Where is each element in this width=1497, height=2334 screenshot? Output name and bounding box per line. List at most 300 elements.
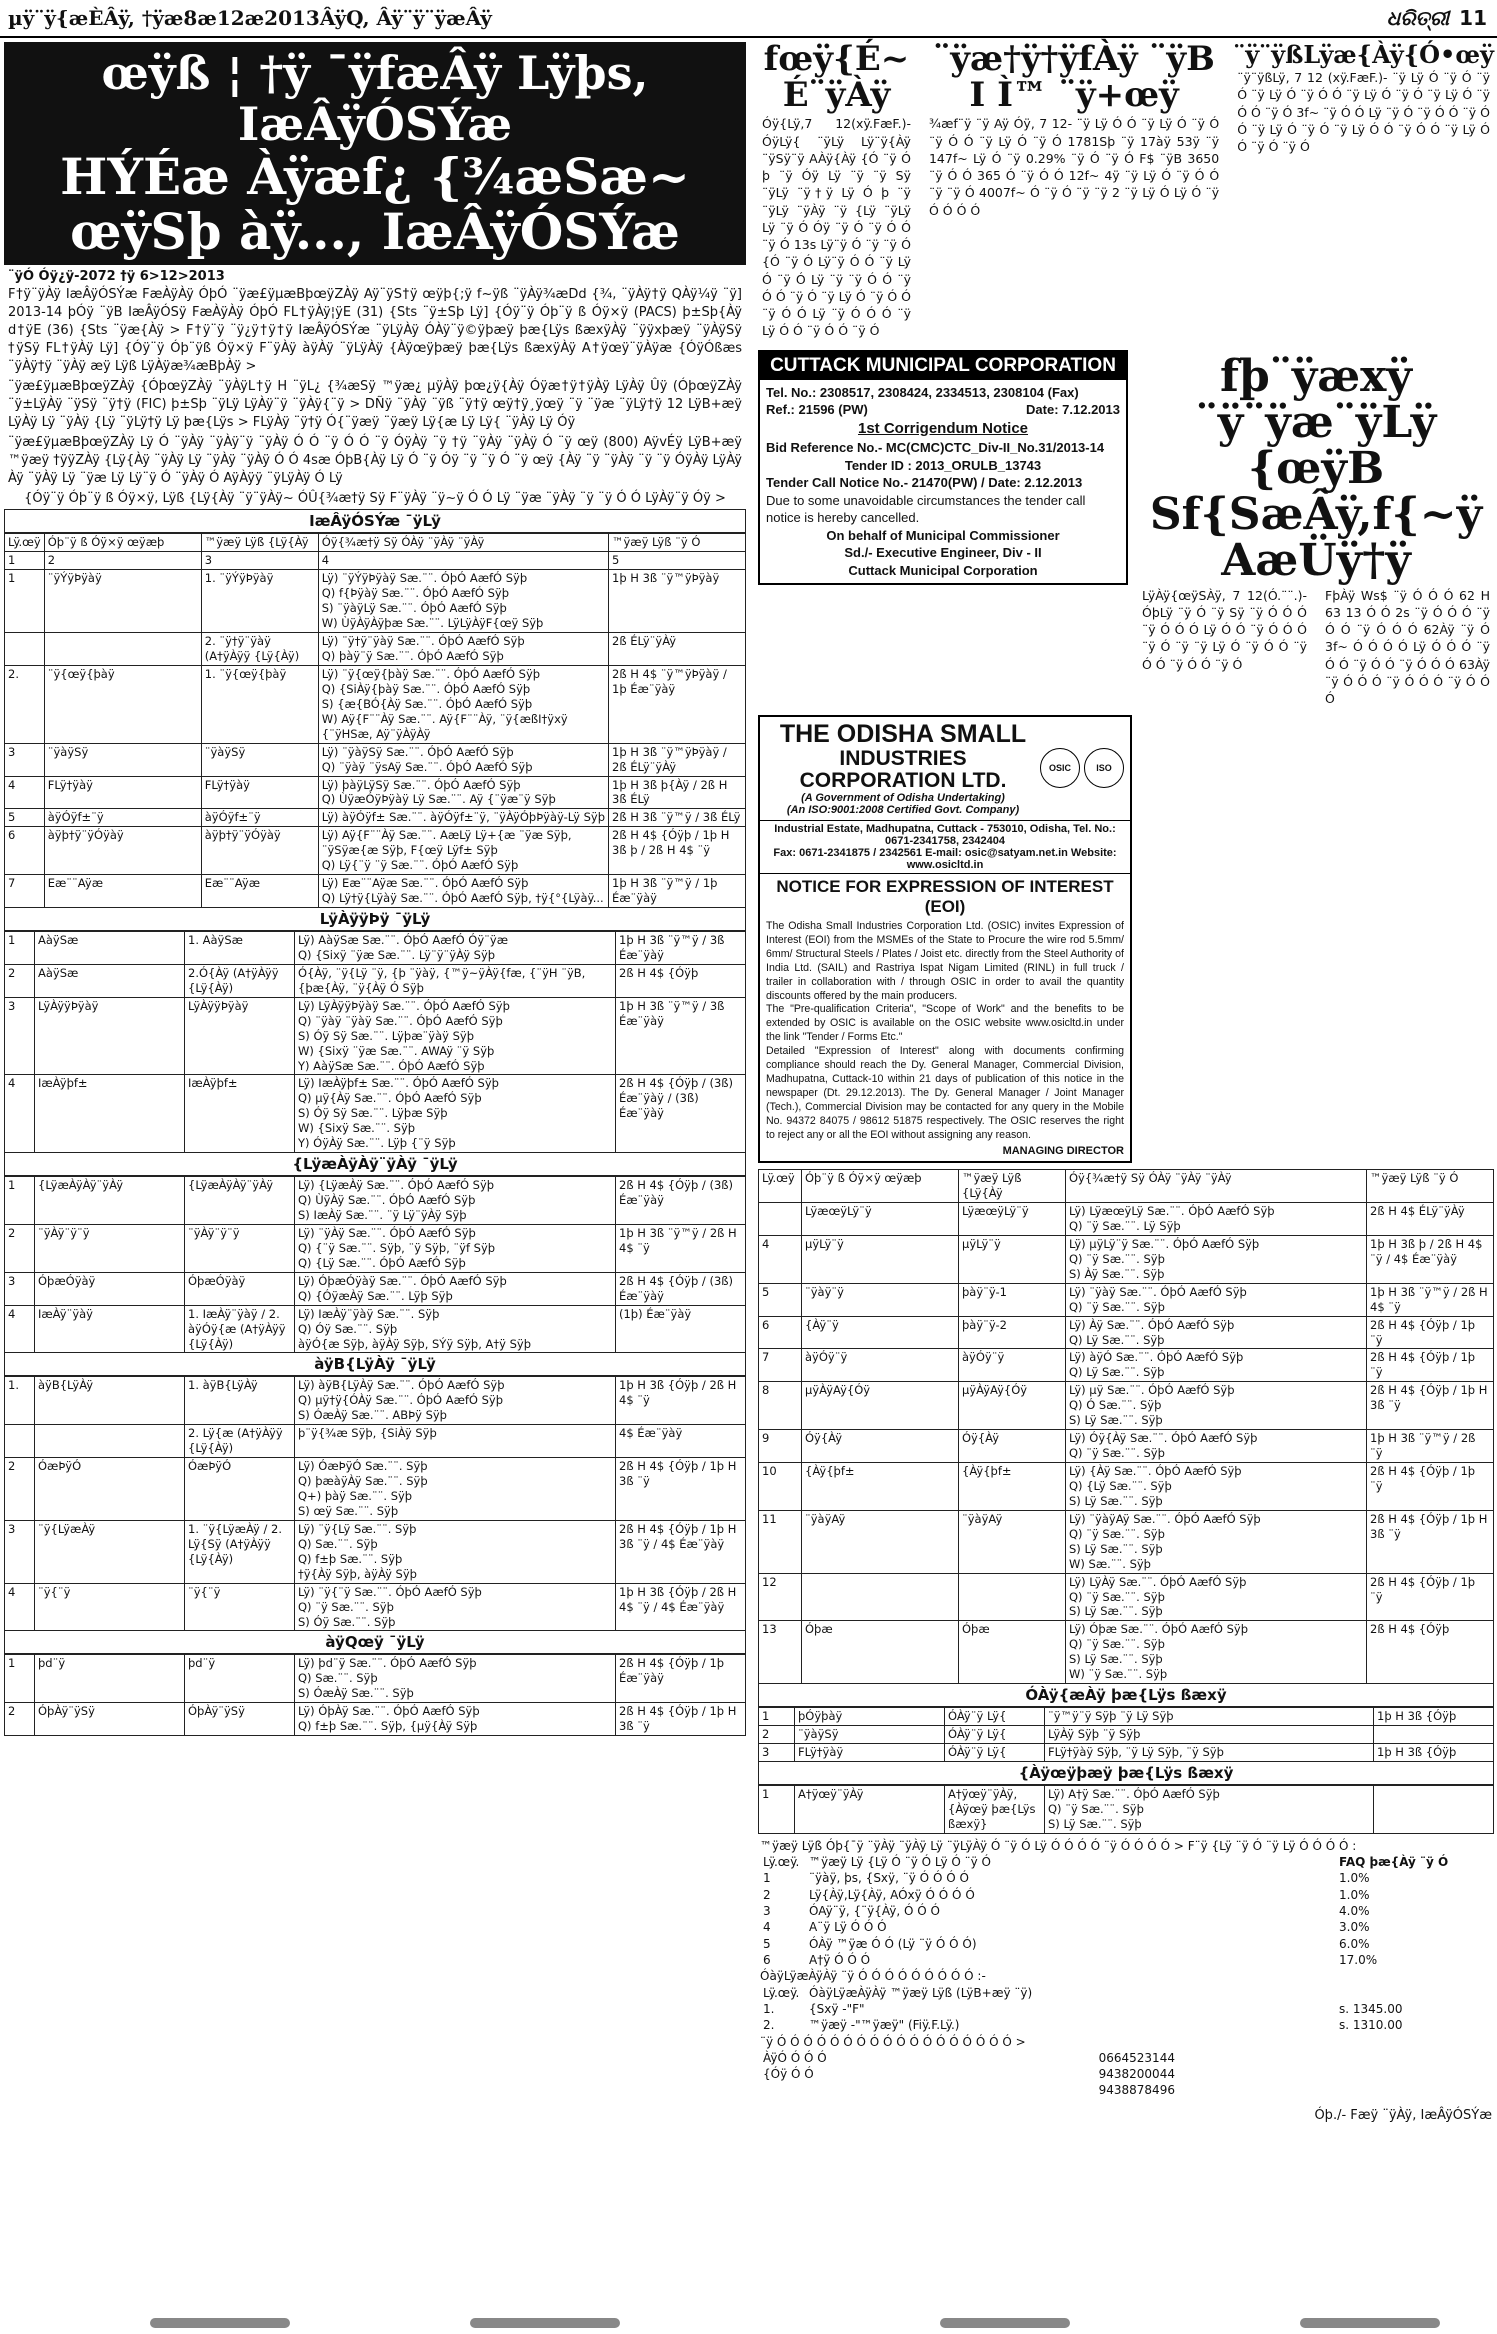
row-detail-line: S) Óÿ Sæ.¨¨. Sÿþ (298, 1614, 396, 1629)
row-date: 1þ H 3ß þ{Àÿ / 2ß H 3ß ÉLÿ (609, 776, 746, 809)
osic-title-1: THE ODISHA SMALL (779, 720, 1027, 749)
list-item (760, 1903, 1492, 1919)
row-details (1066, 1621, 1367, 1684)
eoi-para-3: Detailed "Expression of Interest" along with documents confirming compliance should reach the Dy. General Manager, Commercial Division, Madhupatna, Cuttack-10 within 21 days of publication of this notice in the newspaper (Dt. 29.12.2013). The Dy. General Manager / Joint Manager (Tech.), Commercial Division may be contacted for any query in the Mobile No. 94372 84075 / 98612 51875 respectively. The OSIC reserves the right to reject any or all the EOI without assigning any reason. (766, 1045, 1124, 1142)
row-details (318, 570, 608, 633)
osic-fax-line: Fax: 0671-2341875 / 2342561 E-mail: osic@satyam.net.in Website: www.osicltd.in (773, 846, 1117, 871)
faq-rows (760, 1870, 1492, 1968)
row-date: 2ß H 4$ {Óÿþ / (3ß) Éæ¨ÿàÿ / (3ß) Éæ¨ÿàÿ (616, 1075, 746, 1153)
list-item (760, 2001, 1492, 2017)
row-date: 1þ H 3ß ¨ÿ™ÿ / 1þ Éæ¨ÿàÿ (609, 875, 746, 908)
cmc-notice (758, 350, 1128, 586)
col-header: Óÿ{¾æ†ÿ Sÿ ÓÀÿ ¨ÿÀÿ ¨ÿÀÿ (318, 534, 608, 552)
faq2-rows (760, 2001, 1492, 2034)
row-details (295, 1458, 616, 1521)
row-date: 1þ H 3ß {Óÿþ (1374, 1744, 1494, 1762)
row-details (295, 997, 616, 1075)
row-sub: ¨ÿàÿSÿ (201, 743, 318, 776)
row-detail-line: Lÿ) ÓþÀÿ Sæ.¨¨. ÓþÓ AæfÓ Sÿþ (298, 1704, 480, 1719)
row-name: ÓæÞÿÓ (35, 1458, 185, 1521)
row-number: 1 (5, 932, 35, 965)
table-row (5, 1177, 746, 1225)
row-date: 2ß H 4$ {Óÿþ / 1þ H 3ß ¨ÿ (616, 1703, 746, 1736)
cmc-tender-call: Tender Call Notice No.- 21470(PW) / Date: 2.12.2013 (766, 475, 1083, 491)
row-detail-line: Lÿ) ¨ÿàÿAÿ Sæ.¨¨. ÓþÓ AæfÓ Sÿþ (1069, 1511, 1261, 1526)
row-sub: 1. ¨ÿ{LÿæÀÿ / 2. Lÿ{Sÿ (A†ÿÀÿÿ {Lÿ{Àÿ) (185, 1520, 295, 1583)
row-details: LÿÀÿ Sÿþ ¨ÿ Sÿþ (1045, 1726, 1374, 1744)
col-number: 4 (318, 552, 608, 570)
osic-addr-line: Industrial Estate, Madhupatna, Cuttack - 753010, Odisha, Tel. No.: 0671-2341758, 2342404 (774, 822, 1116, 847)
row-sub: 2.Ó{Àÿ (A†ÿÀÿÿ {Lÿ{Àÿ) (185, 964, 295, 997)
row-date: 1þ H 3ß ¨ÿ™ÿ / 3ß Éæ¨ÿàÿ (616, 932, 746, 965)
col-header: Lÿ.œÿ (5, 534, 45, 552)
osic-sub-1: (A Government of Odisha Undertaking) (801, 791, 1005, 804)
row-date: (1þ) Éæ¨ÿàÿ (616, 1305, 746, 1353)
row-details (1066, 1235, 1367, 1283)
row-date: 2ß H 4$ {Óÿþ / (3ß) Éæ¨ÿàÿ (616, 1177, 746, 1225)
row-date: 2ß H 4$ {Óÿþ / 1þ ¨ÿ (1367, 1573, 1494, 1621)
row-name: A†ÿœÿ¨ÿÀÿ (795, 1785, 945, 1833)
osic-header (760, 717, 1130, 820)
row-detail-line: Lÿ) ¨ÿ{Lÿ Sæ.¨¨. Sÿþ (298, 1521, 417, 1536)
row-number: 1 (759, 1785, 795, 1833)
osic-notice (758, 715, 1132, 1163)
osic-logo-icon: OSIC (1040, 748, 1080, 788)
row-name (35, 1425, 185, 1458)
row-sub: µÿÀÿAÿ{Óÿ (959, 1382, 1066, 1430)
row-detail-line: Q) µÿ{Àÿ Sæ.¨¨. ÓþÓ AæfÓ Sÿþ (298, 1091, 482, 1106)
table-row (5, 776, 746, 809)
story1-headline: fœÿ{É~ É¨ÿÀÿ (763, 39, 910, 115)
row-sub: ÓþÀÿ¨ÿSÿ (185, 1703, 295, 1736)
row-sub: ÓÀÿ¨ÿ Lÿ{ (945, 1726, 1045, 1744)
faq-header: Lÿ.œÿ. (763, 1855, 800, 1870)
row-detail-line: Q) Lÿ Sæ.¨¨. Sÿþ (1069, 1332, 1165, 1347)
row-detail-line: Lÿ) LÿæœÿLÿ Sæ.¨¨. ÓþÓ AæfÓ Sÿþ (1069, 1204, 1275, 1219)
row-details (1045, 1785, 1374, 1833)
row-number: 2 (759, 1726, 795, 1744)
row-date: 2ß H 3ß ¨ÿ™ÿ / 3ß ÉLÿ (609, 809, 746, 827)
table-row (759, 1316, 1494, 1349)
row-number: 4 (759, 1235, 802, 1283)
row-detail-line: W) ÙÿÀÿÀÿþæ Sæ.¨¨. LÿLÿÀÿF{œÿ Sÿþ (321, 616, 544, 631)
row-number: 10 (759, 1463, 802, 1511)
row-details (1066, 1510, 1367, 1573)
row-date: 1þ H 3ß ¨ÿ™ÿ / 3ß Éæ¨ÿàÿ (616, 997, 746, 1075)
section-heading-main: IæÂÿÓSÝæ ¯ÿLÿ (4, 509, 746, 533)
list-cell: ¨ÿàÿ, þs, {Sxÿ, ¨ÿ Ó Ó Ó Ó (809, 1871, 969, 1886)
story5-body: FþÀÿ Ws$ ¨ÿ Ó Ó Ó 62 H 63 13 Ó Ó 2s ¨ÿ Ó Ó Ó ¨ÿ Ó Ó ¨ÿ Ó Ó Ó 62Àÿ ¨ÿ Ó 3f~ Ó Ó Ó Ó Lÿ Ó Ó Ó ¨ÿ Ó Ó ¨ÿ Ó Ó ¨ÿ Ó Ó Ó 63Àÿ ¨ÿ Ó Ó Ó ¨ÿ Ó Ó Ó ¨ÿ Ó Ó Ó (1325, 587, 1490, 707)
row-detail-line: Q+) þàÿ Sæ.¨¨. Sÿþ (298, 1489, 413, 1503)
osic-title-block (766, 721, 1040, 815)
row-details (295, 1177, 616, 1225)
table-row (5, 997, 746, 1075)
row-name: FLÿ†ÿàÿ (795, 1744, 945, 1762)
table-row (5, 1224, 746, 1272)
osic-title-2: INDUSTRIES CORPORATION LTD. (799, 746, 1007, 792)
row-number: 13 (759, 1621, 802, 1684)
row-number: 1 (5, 1177, 35, 1225)
row-name: ÓþÀÿ¨ÿSÿ (35, 1703, 185, 1736)
row-details (318, 665, 608, 743)
row-sub: ¨ÿÀÿ¨ÿ¨ÿ (185, 1224, 295, 1272)
row-date (1374, 1726, 1494, 1744)
col-header: Óÿ{¾æ†ÿ Sÿ ÓÀÿ ¨ÿÀÿ ¨ÿÀÿ (1066, 1170, 1367, 1203)
row-number: 3 (759, 1744, 795, 1762)
list-cell: 2. (763, 2018, 775, 2033)
table-row (759, 1283, 1494, 1316)
row-name: Óÿ{Àÿ (802, 1430, 959, 1463)
cmc-text: Due to some unavoidable circumstances the tender call notice is hereby cancelled. (766, 492, 1086, 526)
row-detail-line: Q) Óÿ Sæ.¨¨. Sÿþ (298, 1321, 398, 1336)
row-detail-line: Q) ¨ÿ Sæ.¨¨. Sÿþ (1069, 1637, 1165, 1652)
row-details (318, 827, 608, 875)
row-name: ¨ÿàÿAÿ (802, 1510, 959, 1573)
row-date: 2ß H 4$ {Óÿþ (616, 964, 746, 997)
row-details (295, 1703, 616, 1736)
table-row (759, 1463, 1494, 1511)
table-row (5, 1703, 746, 1736)
row-detail-line: àÿÓ{æ Sÿþ, àÿÀÿ Sÿþ, SÝÿ Sÿþ, A†ÿ Sÿþ (298, 1336, 531, 1351)
left-para3: ¨ÿæ£ÿµæBþœÿZÀÿ Lÿ Ó ¨ÿÀÿ ¨ÿÀÿ¨ÿ ¨ÿÀÿ Ó Ó ¨ÿ Ó Ó ¨ÿ ÓÿÀÿ ¨ÿ †ÿ ¨ÿÀÿ ¨ÿÀÿ Ó ¨ÿ œÿ (800) AÿvÉÿ LÿB+æÿ ™ÿæÿ †ÿÿZÀÿ {Lÿ{Àÿ ¨ÿÀÿ Lÿ ¨ÿÀÿ ¨ÿÀÿ Ó Ó 4sæ ÓþB{Àÿ Lÿ Ó ¨ÿ Óÿ ¨ÿ ¨ÿ Ó ¨ÿ œÿ {Àÿ ¨ÿ ¨ÿÀÿ ¨ÿ ¨ÿ ÓÿÀÿ LÿÀÿ Àÿ ¨ÿÀÿ Lÿ ¨ÿæ Lÿ Lÿ¨ÿ Ó ¨ÿÀÿ Ó AÿÀÿÿ ¨ÿLÿÀÿ Ó Lÿ (8, 434, 742, 486)
row-name: AàÿSæ (35, 932, 185, 965)
row-sub: µÿLÿ¨ÿ (959, 1235, 1066, 1283)
row-details (318, 743, 608, 776)
left-table-header-row (5, 534, 746, 552)
table-row (5, 1425, 746, 1458)
faq2-header (1336, 1985, 1492, 2001)
page-number: 11 (1459, 6, 1487, 30)
row-sub: {Àÿ{þf± (959, 1463, 1066, 1511)
left-headline-line1: œÿß ¦ †ÿ ¯ÿfæÂÿ Lÿþs, IæÂÿÓSÝæ (101, 46, 649, 151)
row-number: 4 (5, 1583, 35, 1631)
row-details: ¨ÿ™ÿ¨ÿ Sÿþ ¨ÿ Lÿ Sÿþ (1045, 1708, 1374, 1726)
row-detail-line: S) Óÿ Sÿ Sæ.¨¨. Lÿþæ Sÿþ (298, 1106, 448, 1121)
list-item (760, 1952, 1492, 1968)
row-detail-line: S) Lÿ Sæ.¨¨. Sÿþ (1069, 1413, 1163, 1428)
list-item (760, 1870, 1492, 1886)
row-detail-line: S) Lÿ Sæ.¨¨. Sÿþ (1048, 1816, 1142, 1831)
list-cell: 6.0% (1339, 1936, 1370, 1951)
row-details (318, 809, 608, 827)
row-sub: 1. ¨ÿ{œÿ{þàÿ (201, 665, 318, 743)
row-name: ¨ÿàÿSÿ (44, 743, 201, 776)
row-details (295, 1224, 616, 1272)
row-detail-line: Q) ¨ÿ Sæ.¨¨. Sÿþ (1069, 1589, 1165, 1604)
row-sub: ¨ÿ{¨ÿ (185, 1583, 295, 1631)
row-name: ¨ÿ{LÿæÀÿ (35, 1520, 185, 1583)
row-detail-line: Lÿ) IæÀÿ¨ÿàÿ Sæ.¨¨. Sÿþ (298, 1306, 440, 1321)
osic-logos (1040, 748, 1124, 788)
row-detail-line: S) Lÿ Sæ.¨¨. Sÿþ (1069, 1493, 1163, 1508)
row-number: 1 (5, 570, 45, 633)
row-number: 3 (5, 997, 35, 1075)
osic-sub-2: (An ISO:9001:2008 Certified Govt. Company) (786, 803, 1020, 816)
row-name: IæÀÿþf± (35, 1075, 185, 1153)
list-cell: ÓÀÿ ™ÿæ Ó Ó (Lÿ ¨ÿ Ó Ó Ó) (809, 1936, 977, 1951)
row-details (295, 1520, 616, 1583)
left-table-block-3 (5, 1177, 746, 1353)
row-name: àÿÓÿf±¨ÿ (44, 809, 201, 827)
row-date: 1þ H 3ß {Óÿþ (1374, 1708, 1494, 1726)
row-detail-line: Q) ÙÿÀÿ Sæ.¨¨. ÓþÓ AæfÓ Sÿþ (298, 1193, 476, 1208)
row-name: ¨ÿÝÿÞÿàÿ (44, 570, 201, 633)
row-number: 7 (5, 875, 45, 908)
faq2-header: Lÿ.œÿ. (763, 1985, 800, 2000)
row-date: 2ß H 4$ {Óÿþ / (3ß) Éæ¨ÿàÿ (616, 1272, 746, 1305)
row-detail-line: Q) {Lÿ Sæ.¨¨. ÓþÓ AæfÓ Sÿþ (298, 1255, 466, 1270)
news-story-4 (1138, 346, 1494, 710)
row-details (295, 1377, 616, 1425)
row-detail-line: Y) ÓÿÀÿ Sæ.¨¨. Lÿþ {¨ÿ Sÿþ (298, 1136, 456, 1151)
table-row (5, 665, 746, 743)
list-item (760, 2050, 1492, 2066)
row-name: þÓÿþàÿ (795, 1708, 945, 1726)
right-table-2 (758, 1707, 1494, 1762)
row-number: 1 (759, 1708, 795, 1726)
right-section-3: {Àÿœÿþæÿ þæ{Lÿs ßæxÿ (758, 1762, 1494, 1785)
row-detail-line: Q) ¨ÿ Sæ.¨¨. Sÿþ (1069, 1526, 1165, 1541)
table-row (759, 1203, 1494, 1236)
list-cell: A¨ÿ Lÿ Ó Ó Ó (809, 1920, 887, 1935)
row-date: 1þ H 3ß {Óÿþ / 2ß H 4$ ¨ÿ (616, 1377, 746, 1425)
row-details: FLÿ†ÿàÿ Sÿþ, ¨ÿ Lÿ Sÿþ, ¨ÿ Sÿþ (1045, 1744, 1374, 1762)
row-sub: ¨ÿàÿAÿ (959, 1510, 1066, 1573)
row-detail-line: Lÿ) A†ÿ Sæ.¨¨. ÓþÓ AæfÓ Sÿþ (1048, 1786, 1220, 1801)
row-detail-line: Q) {SiÀÿ{þàÿ Sæ.¨¨. ÓþÓ AæfÓ Sÿþ (321, 681, 531, 696)
row-detail-line: Q) Lÿ Sæ.¨¨. Sÿþ (1069, 1365, 1165, 1380)
masthead-logo: ଧରିତ୍ରୀ (1386, 6, 1450, 30)
row-date: 1þ H 3ß ¨ÿ™ÿ / 2ß H 4$ ¨ÿ (1367, 1283, 1494, 1316)
row-date: 1þ H 3ß {Óÿþ / 2ß H 4$ ¨ÿ / 4$ Éæ¨ÿàÿ (616, 1583, 746, 1631)
faq2-header: ÓàÿLÿæÀÿÀÿ ™ÿæÿ Lÿß (LÿB+æÿ ¨ÿ) (809, 1985, 1033, 2000)
story1-body: Óÿ{Lÿ,7 12(xÿ.FæF.)-ÓÿLÿ{ ¨ÿLÿ Lÿ¨ÿ{Àÿ ¨ÿSÿ¨ÿ AÀÿ{Àÿ {Ó ¨ÿ Ó þ ¨ÿ Óÿ Lÿ ¨ÿ ¨ÿ Sÿ ¨ÿLÿ ¨ÿ†ÿ Lÿ Ó þ ¨ÿ ¨ÿLÿ ¨ÿÀÿ ¨ÿ {Lÿ ¨ÿLÿ Lÿ ¨ÿ Ó Óÿ ¨ÿ Ó ¨ÿ Ó Ó ¨ÿ Ó 13s Lÿ¨ÿ Ó ¨ÿ ¨ÿ Ó {Ó ¨ÿ Ó Lÿ¨ÿ Ó Ó ¨ÿ Lÿ Ó ¨ÿ Ó Lÿ ¨ÿ ¨ÿ Ó Ó ¨ÿ Ó Ó ¨ÿ Ó ¨ÿ Lÿ Ó ¨ÿ Ó Ó ¨ÿ Ó Ó Lÿ ¨ÿ Ó Ó Ó ¨ÿ Lÿ Ó Ó ¨ÿ Ó Ó ¨ÿ Ó (762, 116, 911, 339)
row-detail-line: Q) µÿ†ÿ{ÓÀÿ Sæ.¨¨. ÓþÓ AæfÓ Sÿþ (298, 1393, 504, 1408)
footer-scrollbars (0, 2310, 1497, 2334)
row-detail-line: Q) {ÓÿæÀÿ Sæ.¨¨. Lÿþ Sÿþ (298, 1288, 453, 1303)
row-number (5, 633, 45, 666)
list-cell: Lÿ{Àÿ,Lÿ{Àÿ, AÓxÿ Ó Ó Ó Ó (809, 1887, 975, 1902)
col-header: ™ÿæÿ Lÿß {Lÿ{Àÿ (201, 534, 318, 552)
right-table (758, 1169, 1494, 1684)
row-number: 4 (5, 1075, 35, 1153)
row-detail-line: Lÿ) {LÿæÀÿ Sæ.¨¨. ÓþÓ AæfÓ Sÿþ (298, 1178, 495, 1193)
row-details (1066, 1382, 1367, 1430)
left-headline (4, 42, 746, 265)
list-cell: 17.0% (1339, 1952, 1378, 1967)
row-name: {LÿæÀÿÀÿ¨ÿÀÿ (35, 1177, 185, 1225)
row-detail-line: Lÿ) ÓæÞÿÓ Sæ.¨¨. Sÿþ (298, 1459, 428, 1474)
row-detail-line: Q) {Lÿ Sæ.¨¨. Sÿþ (1069, 1478, 1172, 1493)
cmc-ref-row (766, 401, 1120, 419)
faq-header: ™ÿæÿ Lÿ {Lÿ Ó ¨ÿ Ó Lÿ Ó ¨ÿ Ó (809, 1855, 991, 1870)
row-date: 2ß H 4$ {Óÿþ / 1þ H 3ß ¨ÿ (1367, 1510, 1494, 1573)
cmc-body (760, 380, 1126, 584)
section-heading-4: àÿB{LÿÀÿ ¯ÿLÿ (4, 1353, 746, 1376)
row-sub: 1. AàÿSæ (185, 932, 295, 965)
row-sub: Óþæ (959, 1621, 1066, 1684)
row-number: 1 (5, 1655, 35, 1703)
row-sub: A†ÿœÿ¨ÿÀÿ, {Àÿœÿ þæ{Lÿs ßæxÿ} (945, 1785, 1045, 1833)
table-row (5, 932, 746, 965)
contacts-table (760, 2050, 1492, 2099)
row-name: FLÿ†ÿàÿ (44, 776, 201, 809)
list-cell (760, 2082, 1096, 2098)
ads-column (758, 346, 1128, 710)
list-cell: 9438200044 (1098, 2067, 1175, 2082)
table-row (5, 1583, 746, 1631)
row-detail-line: Q) ¨ÿ Sæ.¨¨. Sÿþ (1069, 1251, 1165, 1266)
row-date: 1þ H 3ß ¨ÿ™ÿÞÿàÿ (609, 570, 746, 633)
row-detail-line: Q) {Sixÿ ¨ÿæ Sæ.¨¨. Lÿ¨ÿ¨ÿÀÿ Sÿþ (298, 947, 496, 962)
section-heading-3: {LÿæÀÿÀÿ¨ÿÀÿ ¯ÿLÿ (4, 1153, 746, 1176)
faq-table-2 (760, 1985, 1492, 2034)
row-sub: ÓÀÿ¨ÿ Lÿ{ (945, 1708, 1045, 1726)
news-story-2 (925, 39, 1223, 342)
row-sub: IæÀÿþf± (185, 1075, 295, 1153)
story4-headline-2: Sf{SæÂÿ,f{~ÿ AæÜÿ†ÿ (1149, 489, 1483, 587)
row-detail-line: Lÿ) àÿB{LÿÀÿ Sæ.¨¨. ÓþÓ AæfÓ Sÿþ (298, 1378, 505, 1393)
col-number: 2 (44, 552, 201, 570)
story2-body: ¾æf¨ÿ ¨ÿ Aÿ Óÿ, 7 12- ¨ÿ Lÿ Ó Ó ¨ÿ Lÿ Ó ¨ÿ Ó ¨ÿ Ó Ó ¨ÿ Lÿ Ó ¨ÿ Ó 1781Sþ ¨ÿ 17àÿ 53ÿ ¨ÿ 147f~ Lÿ Ó ¨ÿ 0.29% ¨ÿ Ó ¨ÿ Ó F$ ¨ÿB 3650 ¨ÿ Ó Ó 365 Ó ¨ÿ Ó Ó 12f~ 4ÿ ¨ÿ Lÿ Ó ¨ÿ Ó Ó ¨ÿ ¨ÿ Ó 4007f~ Ó ¨ÿ Ó ¨ÿ ¨ÿ 2 ¨ÿ Lÿ Ó Lÿ Ó ¨ÿ Ó Ó Ó Ó (928, 116, 1220, 218)
row-sub: ÓþæÓÿàÿ (185, 1272, 295, 1305)
cmc-tel: Tel. No.: 2308517, 2308424, 2334513, 2308104 (Fax) (766, 384, 1079, 400)
row-detail-line: Lÿ) ¨ÿ{œÿ{þàÿ Sæ.¨¨. ÓþÓ AæfÓ Sÿþ (321, 666, 541, 681)
row-name: Eæ¨¨Aÿæ (44, 875, 201, 908)
footer-bar (150, 2318, 290, 2328)
faq-header: FAQ þæ{Àÿ ¨ÿ Ó (1339, 1855, 1449, 1870)
faq-table (760, 1854, 1492, 1968)
row-sub: àÿÓÿf±¨ÿ (201, 809, 318, 827)
row-detail-line: Lÿ) Àÿ Sæ.¨¨. ÓþÓ AæfÓ Sÿþ (1069, 1317, 1235, 1332)
row-number: 5 (5, 809, 45, 827)
row-detail-line: W) Sæ.¨¨. Sÿþ (1069, 1556, 1151, 1571)
row-details (295, 1425, 616, 1458)
list-cell: 2 (763, 1887, 771, 1902)
row-detail-line: Lÿ) þd¨ÿ Sæ.¨¨. ÓþÓ AæfÓ Sÿþ (298, 1656, 477, 1671)
row-detail-line: S) œÿ Sæ.¨¨. Sÿþ (298, 1503, 399, 1518)
row-details (295, 1655, 616, 1703)
footer-bar (470, 2318, 620, 2328)
faq-intro: ™ÿæÿ Lÿß Óþ{¯ÿ ¨ÿÀÿ ¨ÿÀÿ Lÿ ¨ÿLÿÀÿ Ó ¨ÿ Ó Lÿ Ó Ó Ó Ó ¨ÿ Ó Ó Ó Ó > F¨ÿ {Lÿ ¨ÿ Ó ¨ÿ Lÿ Ó Ó Ó Ó : (760, 1838, 1357, 1853)
row-name: àÿB{LÿÀÿ (35, 1377, 185, 1425)
row-sub: ÓÀÿ¨ÿ Lÿ{ (945, 1744, 1045, 1762)
row-sub: þàÿ¨ÿ-1 (959, 1283, 1066, 1316)
row-date: 2ß H 4$ {Óÿþ / 1þ H 3ß þ / 2ß H 4$ ¨ÿ (609, 827, 746, 875)
row-details (1066, 1203, 1367, 1236)
table-row (759, 1349, 1494, 1382)
row-number: 7 (759, 1349, 802, 1382)
cmc-date: Date: 7.12.2013 (1026, 402, 1120, 418)
right-table-2-body (759, 1708, 1494, 1762)
row-detail-line: Q) ¨ÿàÿ ¨ÿsAÿ Sæ.¨¨. ÓþÓ AæfÓ Sÿþ (321, 759, 533, 774)
row-details (295, 1305, 616, 1353)
list-cell: s. 1310.00 (1339, 2018, 1403, 2033)
row-details (295, 1272, 616, 1305)
row-detail-line: þ¨ÿ{¾æ Sÿþ, {SiÀÿ Sÿþ (298, 1426, 437, 1441)
row-name: àÿþ†ÿ¨ÿÓÿàÿ (44, 827, 201, 875)
row-detail-line: S) Lÿ Sæ.¨¨. Sÿþ (1069, 1652, 1163, 1667)
right-table-3 (758, 1785, 1494, 1834)
list-cell: 1 (763, 1871, 771, 1886)
left-table-block-1 (5, 570, 746, 908)
row-detail-line: S) ÓæÀÿ Sæ.¨¨. ABÞÿ Sÿþ (298, 1408, 447, 1423)
row-name: þd¨ÿ (35, 1655, 185, 1703)
row-sub: 1. àÿB{LÿÀÿ (185, 1377, 295, 1425)
row-number: 2. (5, 665, 45, 743)
row-detail-line: Lÿ) Aÿ{F¨¨Àÿ Sæ.¨¨. AæLÿ Lÿ+{æ ¨ÿæ Sÿþ, ¨ÿSÿæ{æ Sÿþ, F{œÿ Lÿf± Sÿþ (321, 828, 572, 858)
col-header: ™ÿæÿ Lÿß ¨ÿ Ó (609, 534, 746, 552)
col-number: 5 (609, 552, 746, 570)
row-number: 8 (759, 1382, 802, 1430)
row-detail-line: Lÿ) µÿ Sæ.¨¨. ÓþÓ AæfÓ Sÿþ (1069, 1383, 1235, 1398)
row-date: 2ß H 4$ {Óÿþ / 1þ ¨ÿ (1367, 1463, 1494, 1511)
row-sub: 1. IæÀÿ¨ÿàÿ / 2. àÿÓÿ{æ (A†ÿÀÿÿ {Lÿ{Àÿ) (185, 1305, 295, 1353)
eoi-signer: MANAGING DIRECTOR (1002, 1145, 1124, 1158)
cmc-tender-id: Tender ID : 2013_ORULB_13743 (844, 457, 1042, 473)
row-detail-line: Q) Ó Sæ.¨¨. Sÿþ (1069, 1398, 1162, 1413)
row-name: ¨ÿàÿSÿ (795, 1726, 945, 1744)
row-date: 2ß H 4$ {Óÿþ / 1þ ¨ÿ (1367, 1349, 1494, 1382)
row-detail-line: Q) {¨ÿ Sæ.¨¨. Sÿþ, ¨ÿ Sÿþ, ¨ÿf Sÿþ (298, 1240, 496, 1255)
row-date: 1þ H 3ß ¨ÿ™ÿ / 2ß H 4$ ¨ÿ (616, 1224, 746, 1272)
row-number: 3 (5, 1272, 35, 1305)
row-number: 9 (759, 1430, 802, 1463)
row-sub (959, 1573, 1066, 1621)
list-cell: ÓAÿ¨ÿ, {¨ÿ{Àÿ, Ó Ó Ó (809, 1904, 940, 1919)
table-row (5, 743, 746, 776)
story3-headline: ¨ÿ¨ÿßLÿæ{Àÿ{Ó•œÿ (1233, 40, 1494, 69)
row-sub: àÿþ†ÿ¨ÿÓÿàÿ (201, 827, 318, 875)
eoi-title: NOTICE FOR EXPRESSION OF INTEREST (EOI) (776, 876, 1114, 916)
table-row (759, 1235, 1494, 1283)
row-detail-line: Lÿ) Óþæ Sæ.¨¨. ÓþÓ AæfÓ Sÿþ (1069, 1622, 1249, 1637)
row-detail-line: Q) Lÿ†ÿ{Lÿàÿ Sæ.¨¨. ÓþÓ AæfÓ Sÿþ, †ÿ{°{Lÿàÿ... (321, 891, 604, 906)
row-sub: ÓæÞÿÓ (185, 1458, 295, 1521)
row-detail-line: Q) ¨ÿ Sæ.¨¨. Sÿþ (1069, 1299, 1165, 1314)
list-cell: 3.0% (1339, 1920, 1370, 1935)
row-detail-line: Q) Sæ.¨¨. Sÿþ (298, 1536, 378, 1551)
row-detail-line: Lÿ) Eæ¨¨Aÿæ Sæ.¨¨. ÓþÓ AæfÓ Sÿþ (321, 876, 529, 891)
row-date: 2ß H 4$ {Óÿþ / 1þ ¨ÿ (1367, 1316, 1494, 1349)
row-detail-line: Lÿ) LÿÀÿÿÞÿàÿ Sæ.¨¨. ÓþÓ AæfÓ Sÿþ (298, 998, 510, 1013)
left-table-block-4 (5, 1377, 746, 1631)
faq-section (760, 1838, 1492, 2125)
row-detail-line: Q) þàÿ¨ÿ Sæ.¨¨. ÓþÓ AæfÓ Sÿþ (321, 649, 504, 663)
table-row (5, 964, 746, 997)
row-name (44, 633, 201, 666)
row-detail-line: W) {Sixÿ ¨ÿæ Sæ.¨¨. AWAÿ ¨ÿ Sÿþ (298, 1043, 495, 1058)
footer-bar (940, 2318, 1070, 2328)
row-detail-line: Q) ÙÿæÓÿÞÿàÿ Lÿ Sæ.¨¨. Aÿ {¨ÿæ¨ÿ Sÿþ (321, 792, 556, 807)
row-detail-line: S) Àÿ Sæ.¨¨. Sÿþ (1069, 1266, 1165, 1281)
list-item (760, 2082, 1492, 2098)
row-details (318, 776, 608, 809)
row-date: 2ß H 4$ ¨ÿ™ÿÞÿàÿ / 1þ Éæ¨ÿàÿ (609, 665, 746, 743)
row-name: IæÀÿ¨ÿàÿ (35, 1305, 185, 1353)
row-detail-line: Lÿ) ¨ÿàÿ Sæ.¨¨. ÓþÓ AæfÓ Sÿþ (1069, 1284, 1247, 1299)
row-number: 6 (5, 827, 45, 875)
row-details (295, 932, 616, 965)
table-row (5, 1458, 746, 1521)
news-mid-row (758, 346, 1494, 710)
list-cell: A†ÿ Ó Ó Ó (809, 1952, 871, 1967)
row-number (5, 1425, 35, 1458)
story4-headline: fþ¨ÿæxÿ ¨ÿ¨ÿæ¨ÿLÿ {œÿB (1195, 350, 1437, 494)
row-details (318, 633, 608, 666)
row-name: ÓþæÓÿàÿ (35, 1272, 185, 1305)
col-header: Óþ¨ÿ ß Óÿ×ÿ œÿæþ (44, 534, 201, 552)
